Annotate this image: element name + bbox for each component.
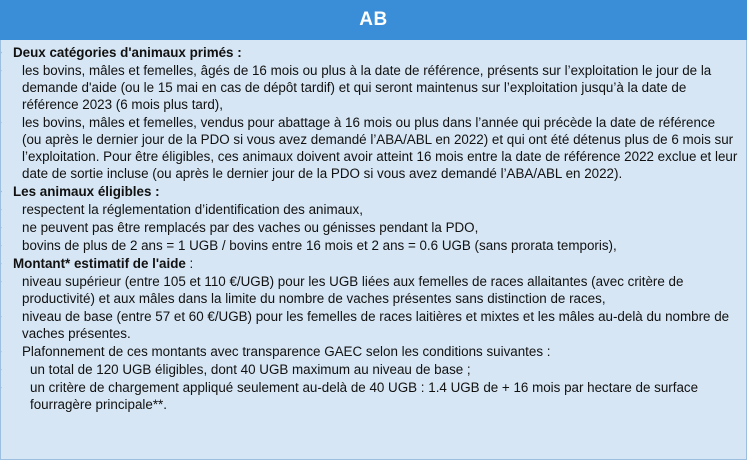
sub-list-item: • un critère de chargement appliqué seulement au-delà de 40 UGB : 1.4 UGB de + 16 mois par hectare de surface fourragère principale**. — [5, 379, 738, 413]
list-item: • les bovins, mâles et femelles, âgés de 16 mois ou plus à la date de référence, présents sur l’exploitation le jour de la demande d'aide (ou le 15 mai en cas de dépôt tardif) et qui seront maintenus sur l’exploitation jusqu’à la date de référence 2023 (6 mois plus tard), — [5, 62, 738, 113]
section-title-categories: • Deux catégories d'animaux primés : — [5, 44, 738, 61]
list-item: • Plafonnement de ces montants avec transparence GAEC selon les conditions suivantes : — [5, 343, 738, 360]
list-item: • bovins de plus de 2 ans = 1 UGB / bovins entre 16 mois et 2 ans = 0.6 UGB (sans prorata temporis), — [5, 237, 738, 254]
sub-list-item: • un total de 120 UGB éligibles, dont 40 UGB maximum au niveau de base ; — [5, 361, 738, 378]
section-title-eligible: • Les animaux éligibles : — [5, 183, 738, 200]
list-item: • respectent la réglementation d’identification des animaux, — [5, 201, 738, 218]
list-item: • niveau supérieur (entre 105 et 110 €/UGB) pour les UGB liées aux femelles de races allaitantes (avec critère de productivité) et aux mâles dans la limite du nombre de vaches présentes sans distinction de races, — [5, 273, 738, 307]
panel-title: AB — [359, 9, 388, 30]
panel-content — [0, 40, 747, 460]
panel-header — [0, 0, 747, 40]
section-title-amount: • Montant* estimatif de l'aide : — [5, 255, 738, 272]
list-item: • ne peuvent pas être remplacés par des vaches ou génisses pendant la PDO, — [5, 219, 738, 236]
list-item: • niveau de base (entre 57 et 60 €/UGB) pour les femelles de races laitières et mixtes et les mâles au-delà du nombre de vaches présentes. — [5, 308, 738, 342]
list-item: • les bovins, mâles et femelles, vendus pour abattage à 16 mois ou plus dans l’année qui précède la date de référence (ou après le dernier jour de la PDO si vous avez demandé l’ABA/ABL en 2022) et qui ont été détenus plus de 6 mois sur l’exploitation. Pour être éligibles, ces animaux doivent avoir atteint 16 mois entre la date de référence 2022 exclue et leur date de sortie incluse (ou après le dernier jour de la PDO si vous avez demandé l’ABA/ABL en 2022). — [5, 114, 738, 182]
